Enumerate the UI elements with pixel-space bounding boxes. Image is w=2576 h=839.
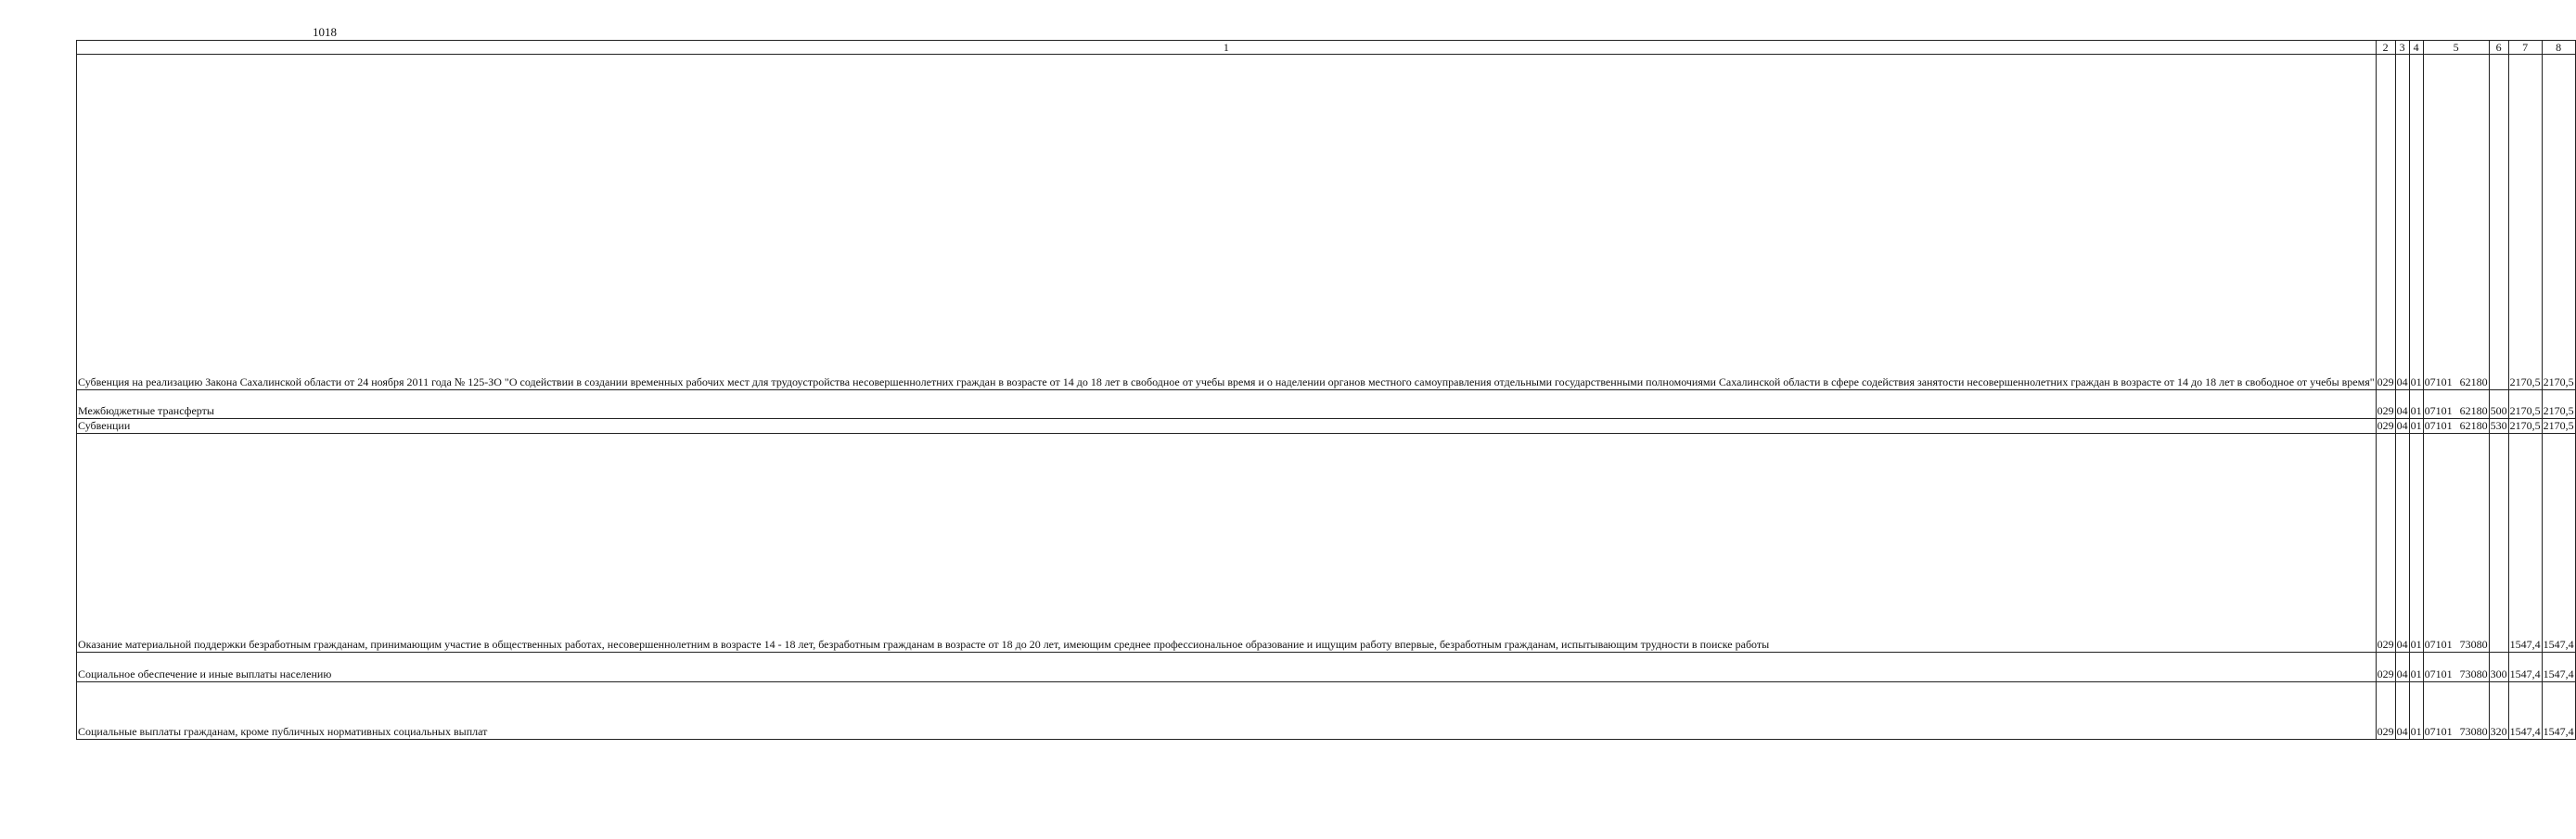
row-amount-1: 2170,5 xyxy=(2508,55,2542,390)
row-amount-1: 1547,4 xyxy=(2508,434,2542,653)
row-expense-type xyxy=(2489,55,2508,390)
row-name: Социальные выплаты гражданам, кроме публичных нормативных социальных выплат xyxy=(77,682,2377,740)
row-section-code: 04 xyxy=(2395,55,2409,390)
row-name: Субвенции xyxy=(77,419,2377,434)
row-expense-type: 300 xyxy=(2489,653,2508,682)
row-ministry-code: 029 xyxy=(2376,434,2395,653)
row-amount-2: 2170,5 xyxy=(2543,419,2574,433)
header-col-4: 4 xyxy=(2409,41,2423,55)
row-ministry-code: 029 xyxy=(2376,390,2395,419)
row-amount-2: 2170,5 xyxy=(2542,390,2575,419)
row-subsection-code: 01 xyxy=(2409,682,2423,740)
row-name: Социальное обеспечение и иные выплаты населению xyxy=(77,653,2377,682)
table-row xyxy=(77,55,2576,390)
page-number: 1018 xyxy=(313,25,337,39)
row-subsection-code: 01 xyxy=(2409,55,2423,390)
header-col-3: 3 xyxy=(2395,41,2409,55)
budget-table xyxy=(76,40,2576,740)
row-name: Оказание материальной поддержки безработным гражданам, принимающим участие в общественных работах, несовершеннолетним в возрасте 14 - 18 лет, безработным гражданам в возрасте от 18 до 20 лет, имеющим среднее профессиональное образование и ищущим работу впервые, безработным гражданам, испытывающим трудности в поиске работы xyxy=(77,434,2377,653)
row-amount-2: 1547,4 xyxy=(2542,653,2575,682)
row-expense-type xyxy=(2489,434,2508,653)
row-expense-type: 530 xyxy=(2490,419,2507,433)
row-amount-2: 1547,4 xyxy=(2542,682,2575,740)
header-col-1: 1 xyxy=(77,41,2377,55)
row-amount-2: 1547,4 xyxy=(2542,434,2575,653)
row-ministry-code: 029 xyxy=(2377,419,2394,433)
row-amount-2: 2170,5 xyxy=(2542,55,2575,390)
header-row xyxy=(77,41,2576,55)
row-section-code: 04 xyxy=(2395,682,2409,740)
row-target-code: 07101 62180 xyxy=(2423,390,2489,419)
header-col-5: 5 xyxy=(2423,41,2489,55)
row-expense-type: 320 xyxy=(2489,682,2508,740)
row-section-code: 04 xyxy=(2396,419,2408,433)
row-amount-1: 2170,5 xyxy=(2508,390,2542,419)
row-subsection-code: 01 xyxy=(2409,390,2423,419)
row-section-code: 04 xyxy=(2395,390,2409,419)
header-col-7: 7 xyxy=(2508,41,2542,55)
table-row xyxy=(77,653,2576,682)
row-target-code: 07101 73080 xyxy=(2423,434,2489,653)
row-target-code: 07101 73080 xyxy=(2423,653,2489,682)
table-row xyxy=(77,434,2576,653)
table-row xyxy=(77,682,2576,740)
row-section-code: 04 xyxy=(2395,653,2409,682)
row-name: Межбюджетные трансферты xyxy=(77,390,2377,419)
row-name: Субвенция на реализацию Закона Сахалинской области от 24 ноября 2011 года № 125-ЗО "О содействии в создании временных рабочих мест для трудоустройства несовершеннолетних граждан в возрасте от 14 до 18 лет в свободное от учебы время и о наделении органов местного самоуправления отдельными государственными полномочиями Сахалинской области в сфере содействия занятости несовершеннолетних граждан в возрасте от 14 до 18 лет в свободное от учебы время" xyxy=(77,55,2377,390)
row-ministry-code: 029 xyxy=(2376,653,2395,682)
header-col-8: 8 xyxy=(2542,41,2575,55)
row-subsection-code: 01 xyxy=(2409,653,2423,682)
row-amount-1: 2170,5 xyxy=(2509,419,2541,433)
row-amount-1: 1547,4 xyxy=(2508,682,2542,740)
row-subsection-code: 01 xyxy=(2409,434,2423,653)
table-row xyxy=(77,390,2576,419)
row-target-code: 07101 62180 xyxy=(2423,55,2489,390)
header-col-6: 6 xyxy=(2489,41,2508,55)
row-section-code: 04 xyxy=(2395,434,2409,653)
row-ministry-code: 029 xyxy=(2376,55,2395,390)
header-col-2: 2 xyxy=(2376,41,2395,55)
row-subsection-code: 01 xyxy=(2410,419,2422,433)
row-ministry-code: 029 xyxy=(2376,682,2395,740)
row-target-code: 07101 62180 xyxy=(2424,419,2488,433)
table-header xyxy=(77,41,2576,55)
row-amount-1: 1547,4 xyxy=(2508,653,2542,682)
table-row xyxy=(77,419,2576,434)
row-expense-type: 500 xyxy=(2489,390,2508,419)
row-target-code: 07101 73080 xyxy=(2423,682,2489,740)
table-body xyxy=(77,55,2576,740)
